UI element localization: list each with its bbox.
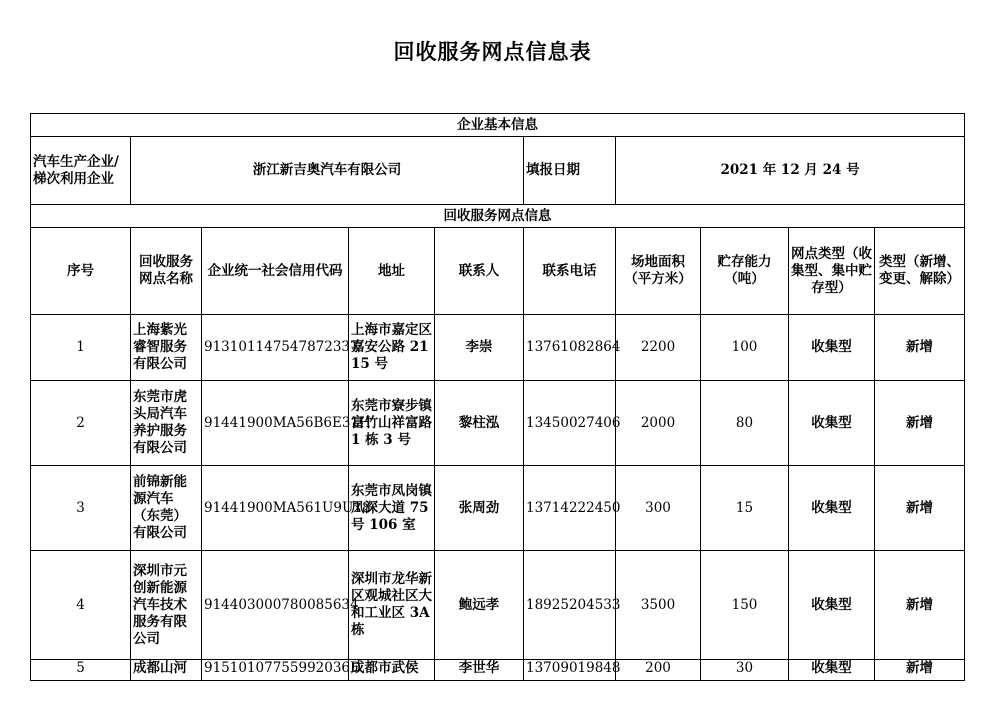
- cell-point-type: 收集型: [789, 381, 875, 466]
- cell-phone: 13450027406: [524, 381, 616, 466]
- cell-point-type: 收集型: [789, 315, 875, 381]
- cell-phone: 13709019848: [524, 660, 616, 681]
- cell-point-type: 收集型: [789, 660, 875, 681]
- cell-name: 成都山河: [131, 660, 202, 681]
- col-header-name: 回收服务网点名称: [131, 228, 202, 315]
- cell-code: 91510107755992036D: [202, 660, 349, 681]
- section-row-company: [31, 114, 965, 137]
- cell-area: 2000: [616, 381, 701, 466]
- cell-change-type: 新增: [875, 551, 965, 660]
- cell-area: 300: [616, 466, 701, 551]
- cell-area: 3500: [616, 551, 701, 660]
- cell-contact: 李崇: [435, 315, 524, 381]
- cell-phone: 13714222450: [524, 466, 616, 551]
- table-row: [31, 381, 965, 466]
- cell-name: 前锦新能源汽车（东莞）有限公司: [131, 466, 202, 551]
- cell-address: 深圳市龙华新区观城社区大和工业区 3A 栋: [349, 551, 435, 660]
- cell-change-type: 新增: [875, 315, 965, 381]
- cell-name: 东莞市虎头局汽车养护服务有限公司: [131, 381, 202, 466]
- table-row: [31, 660, 965, 681]
- col-header-code: 企业统一社会信用代码: [202, 228, 349, 315]
- table-row: [31, 315, 965, 381]
- cell-point-type: 收集型: [789, 466, 875, 551]
- cell-phone: 18925204533: [524, 551, 616, 660]
- section-company-heading: 企业基本信息: [31, 114, 965, 137]
- col-header-capacity: 贮存能力（吨）: [701, 228, 789, 315]
- column-header-row: [31, 228, 965, 315]
- cell-contact: 鲍远孝: [435, 551, 524, 660]
- cell-change-type: 新增: [875, 381, 965, 466]
- section-row-points: [31, 205, 965, 228]
- cell-address: 东莞市寮步镇富竹山祥富路 1 栋 3 号: [349, 381, 435, 466]
- col-header-address: 地址: [349, 228, 435, 315]
- date-label: 填报日期: [524, 137, 616, 205]
- cell-name: 上海紫光睿智服务有限公司: [131, 315, 202, 381]
- cell-no: 1: [31, 315, 131, 381]
- col-header-change-type: 类型（新增、变更、解除）: [875, 228, 965, 315]
- table-row: [31, 466, 965, 551]
- cell-capacity: 80: [701, 381, 789, 466]
- cell-address: 成都市武侯: [349, 660, 435, 681]
- cell-no: 2: [31, 381, 131, 466]
- cell-no: 4: [31, 551, 131, 660]
- cell-address: 上海市嘉定区嘉安公路 2115 号: [349, 315, 435, 381]
- cell-no: 3: [31, 466, 131, 551]
- table-row: [31, 551, 965, 660]
- page-title: 回收服务网点信息表: [393, 40, 592, 64]
- cell-contact: 李世华: [435, 660, 524, 681]
- cell-capacity: 15: [701, 466, 789, 551]
- recycling-points-table: [30, 113, 965, 681]
- cell-capacity: 30: [701, 660, 789, 681]
- cell-no: 5: [31, 660, 131, 681]
- cell-change-type: 新增: [875, 660, 965, 681]
- cell-capacity: 100: [701, 315, 789, 381]
- cell-capacity: 150: [701, 551, 789, 660]
- cell-code: 91441900MA561U9U18: [202, 466, 349, 551]
- col-header-phone: 联系电话: [524, 228, 616, 315]
- company-name: 浙江新吉奥汽车有限公司: [131, 137, 524, 205]
- col-header-contact: 联系人: [435, 228, 524, 315]
- cell-code: 913101147547872337: [202, 315, 349, 381]
- cell-code: 91441900MA56B6E31H: [202, 381, 349, 466]
- section-points-heading: 回收服务网点信息: [31, 205, 965, 228]
- cell-phone: 13761082864: [524, 315, 616, 381]
- cell-contact: 黎柱泓: [435, 381, 524, 466]
- col-header-no: 序号: [31, 228, 131, 315]
- col-header-area: 场地面积（平方米）: [616, 228, 701, 315]
- col-header-point-type: 网点类型（收集型、集中贮存型）: [789, 228, 875, 315]
- cell-code: 914403000780085634: [202, 551, 349, 660]
- cell-area: 200: [616, 660, 701, 681]
- cell-area: 2200: [616, 315, 701, 381]
- company-info-row: [31, 137, 965, 205]
- cell-change-type: 新增: [875, 466, 965, 551]
- cell-name: 深圳市元创新能源汽车技术服务有限公司: [131, 551, 202, 660]
- cell-point-type: 收集型: [789, 551, 875, 660]
- cell-address: 东莞市凤岗镇凤深大道 75 号 106 室: [349, 466, 435, 551]
- date-value: 2021 年 12 月 24 号: [616, 137, 965, 205]
- company-label: 汽车生产企业/梯次利用企业: [31, 137, 131, 205]
- cell-contact: 张周劲: [435, 466, 524, 551]
